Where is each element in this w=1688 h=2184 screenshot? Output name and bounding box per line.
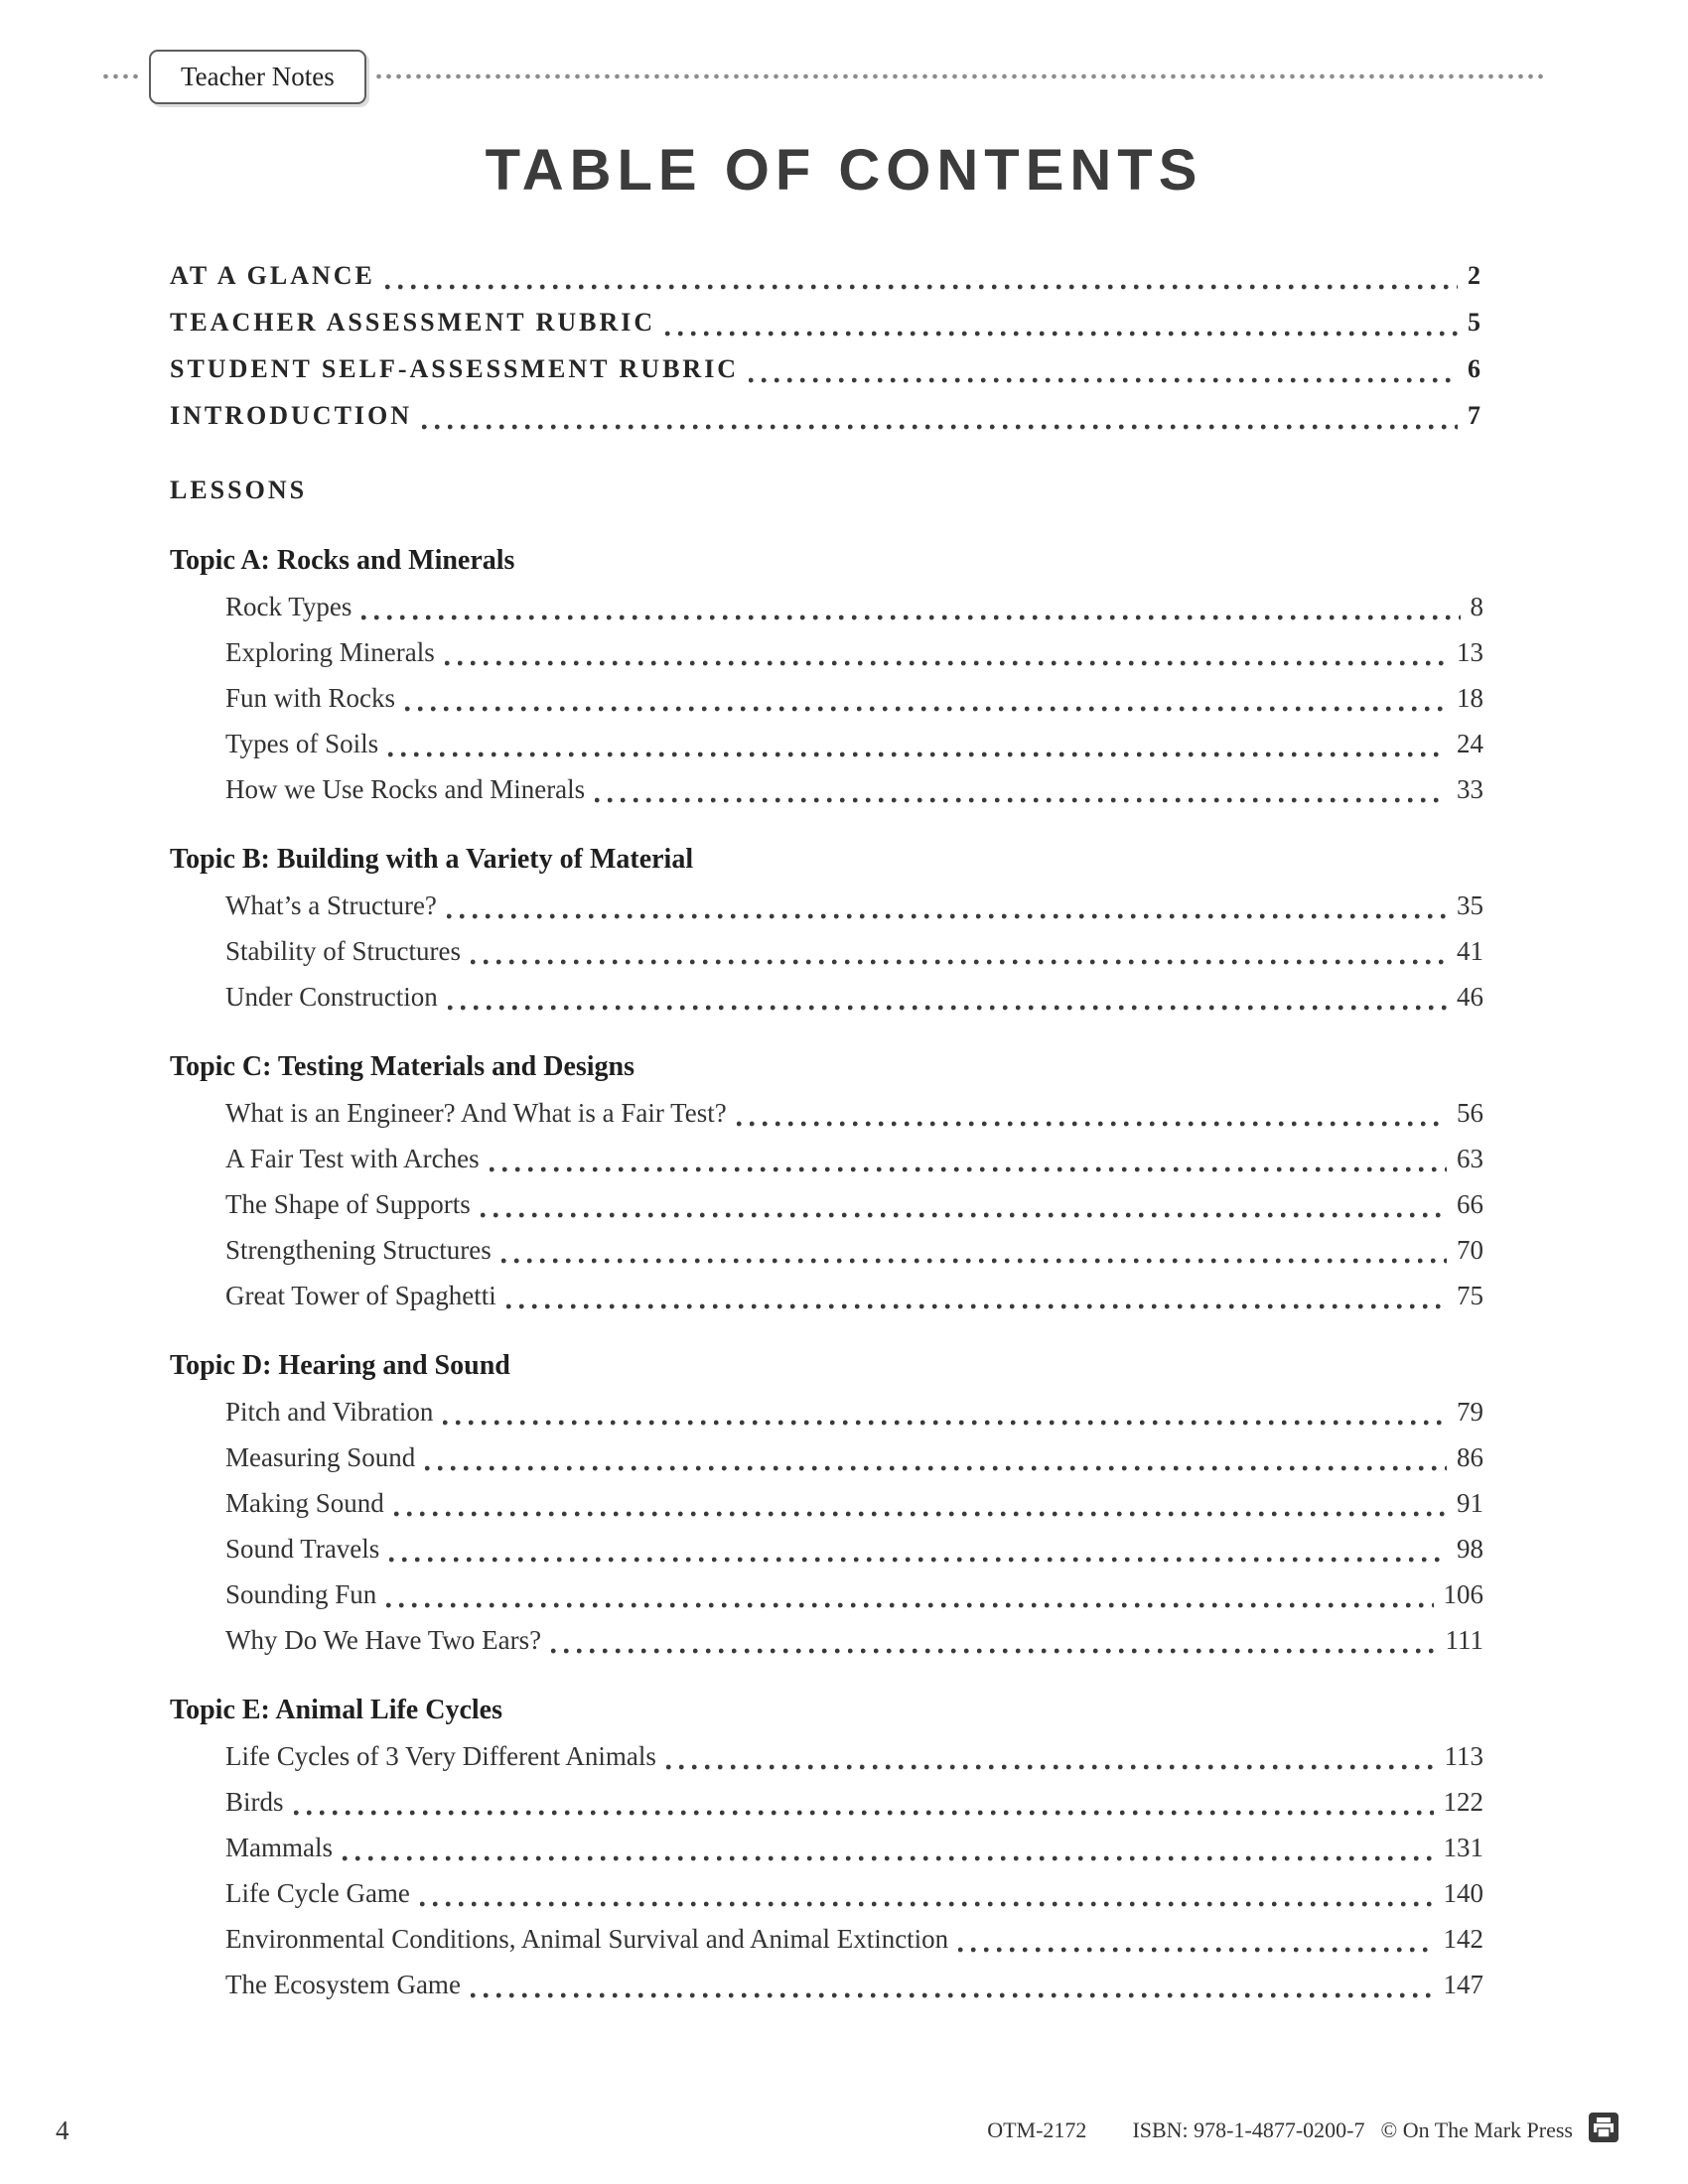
toc-entry-page: 24 (1457, 729, 1483, 758)
toc-entry (225, 721, 1483, 766)
toc-entry (225, 1181, 1483, 1227)
table-of-contents (170, 252, 1483, 2007)
toc-section (170, 537, 1483, 812)
teacher-notes-tab (149, 50, 366, 104)
toc-entry-label: Under Construction (225, 982, 438, 1012)
toc-entry (170, 345, 1483, 392)
header-dotted-line-left (103, 73, 139, 79)
toc-entry-page: 147 (1443, 1970, 1483, 1999)
header-rule (103, 48, 1547, 105)
toc-entry-page: 7 (1468, 401, 1483, 430)
toc-entry-page: 46 (1457, 982, 1483, 1012)
dot-leader (394, 1511, 1447, 1517)
dot-leader (506, 1303, 1447, 1309)
toc-entry-label: Measuring Sound (225, 1442, 416, 1472)
toc-entry-label: Pitch and Vibration (225, 1397, 434, 1427)
toc-entry (225, 675, 1483, 721)
toc-entry-label: Making Sound (225, 1488, 384, 1518)
header-dotted-line-right (376, 73, 1547, 79)
toc-entry-page: 35 (1457, 890, 1483, 920)
dot-leader (471, 959, 1447, 965)
toc-entry-page: 56 (1457, 1098, 1483, 1128)
dot-leader (448, 1005, 1447, 1011)
toc-entry (170, 299, 1483, 345)
toc-entry (225, 1870, 1483, 1916)
footer-copyright: © On The Mark Press (1380, 2117, 1573, 2142)
section-entries (170, 883, 1483, 1020)
footer (56, 2113, 1618, 2148)
toc-entry-page: 2 (1468, 261, 1483, 290)
toc-entry-page: 79 (1457, 1397, 1483, 1427)
toc-entry-page: 98 (1457, 1534, 1483, 1564)
dot-leader (665, 331, 1458, 337)
toc-entry-label: How we Use Rocks and Minerals (225, 774, 586, 804)
toc-entry-page: 13 (1457, 637, 1483, 667)
dot-leader (386, 1602, 1433, 1608)
toc-entry-label: STUDENT SELF-ASSESSMENT RUBRIC (170, 354, 740, 383)
dot-leader (422, 424, 1458, 430)
dot-leader (420, 1901, 1434, 1907)
toc-entry (170, 392, 1483, 439)
toc-section (170, 1687, 1483, 2007)
dot-leader (445, 660, 1447, 666)
toc-entry (225, 1733, 1483, 1779)
dot-leader (749, 377, 1458, 383)
page-title: TABLE OF CONTENTS (485, 138, 1203, 203)
toc-sections (170, 537, 1483, 2007)
toc-entry-label: INTRODUCTION (170, 401, 413, 430)
dot-leader (294, 1810, 1434, 1816)
toc-entry-label: Life Cycle Game (225, 1878, 410, 1908)
toc-entry (225, 1916, 1483, 1962)
dot-leader (551, 1648, 1435, 1654)
publisher-logo-icon (1589, 2113, 1618, 2148)
toc-entry (170, 252, 1483, 299)
dot-leader (361, 614, 1460, 620)
dot-leader (737, 1121, 1447, 1127)
toc-entry-label: Strengthening Structures (225, 1235, 492, 1265)
toc-entry (225, 1962, 1483, 2007)
toc-entry-label: AT A GLANCE (170, 261, 375, 290)
dot-leader (405, 706, 1447, 712)
toc-entry (225, 1617, 1483, 1663)
dot-leader (447, 913, 1447, 919)
dot-leader (389, 1557, 1447, 1563)
dot-leader (666, 1764, 1435, 1770)
toc-entry (225, 629, 1483, 675)
toc-entry (225, 928, 1483, 974)
toc-entry (225, 1825, 1483, 1870)
toc-entry-label: Sound Travels (225, 1534, 380, 1564)
footer-publisher-info (987, 2113, 1618, 2148)
dot-leader (388, 751, 1447, 757)
footer-isbn: ISBN: 978-1-4877-0200-7 (1132, 2117, 1365, 2142)
toc-front-matter (170, 252, 1483, 439)
dot-leader (443, 1420, 1447, 1426)
toc-entry-page: 8 (1470, 592, 1483, 621)
toc-section (170, 1043, 1483, 1318)
dot-leader (490, 1166, 1447, 1172)
dot-leader (501, 1258, 1447, 1264)
teacher-notes-tab-label: Teacher Notes (181, 61, 335, 91)
toc-entry-page: 91 (1457, 1488, 1483, 1518)
section-entries (170, 1389, 1483, 1663)
toc-section (170, 836, 1483, 1020)
dot-leader (425, 1465, 1447, 1471)
toc-entry-label: What is an Engineer? And What is a Fair Test? (225, 1098, 727, 1128)
lessons-heading: LESSONS (170, 476, 308, 504)
toc-entry-label: Life Cycles of 3 Very Different Animals (225, 1741, 656, 1771)
toc-entry-label: Environmental Conditions, Animal Survival and Animal Extinction (225, 1924, 949, 1954)
toc-entry (225, 1273, 1483, 1318)
section-entries (170, 584, 1483, 812)
section-heading: Topic B: Building with a Variety of Material (170, 844, 694, 875)
toc-entry-label: Types of Soils (225, 729, 379, 758)
toc-entry-page: 18 (1457, 683, 1483, 713)
toc-entry (225, 584, 1483, 629)
dot-leader (481, 1212, 1447, 1218)
toc-entry-page: 66 (1457, 1189, 1483, 1219)
dot-leader (958, 1947, 1433, 1953)
toc-entry-page: 131 (1443, 1833, 1483, 1862)
toc-entry-label: Great Tower of Spaghetti (225, 1281, 496, 1310)
section-heading: Topic C: Testing Materials and Designs (170, 1051, 635, 1082)
toc-entry (225, 1480, 1483, 1526)
toc-section (170, 1342, 1483, 1663)
toc-entry (225, 1090, 1483, 1136)
toc-entry-label: What’s a Structure? (225, 890, 437, 920)
toc-entry-page: 113 (1444, 1741, 1483, 1771)
toc-entry-page: 106 (1443, 1579, 1483, 1609)
section-entries (170, 1733, 1483, 2007)
toc-entry (225, 1227, 1483, 1273)
toc-entry-label: The Ecosystem Game (225, 1970, 461, 1999)
toc-entry (225, 1389, 1483, 1434)
toc-entry-page: 5 (1468, 308, 1483, 337)
toc-entry-label: Sounding Fun (225, 1579, 377, 1609)
toc-entry-label: Fun with Rocks (225, 683, 396, 713)
dot-leader (343, 1855, 1434, 1861)
toc-entry-page: 86 (1457, 1442, 1483, 1472)
toc-entry (225, 1526, 1483, 1571)
footer-product-code: OTM-2172 (987, 2117, 1087, 2142)
dot-leader (595, 797, 1447, 803)
toc-entry (225, 766, 1483, 812)
toc-entry-page: 140 (1443, 1878, 1483, 1908)
toc-entry-page: 6 (1468, 354, 1483, 383)
toc-entry-page: 142 (1443, 1924, 1483, 1954)
section-entries (170, 1090, 1483, 1318)
toc-entry-page: 33 (1457, 774, 1483, 804)
toc-entry-page: 63 (1457, 1144, 1483, 1173)
toc-entry (225, 1136, 1483, 1181)
dot-leader (385, 284, 1458, 290)
section-heading: Topic A: Rocks and Minerals (170, 545, 515, 576)
toc-entry (225, 974, 1483, 1020)
toc-entry (225, 1571, 1483, 1617)
toc-entry-page: 122 (1443, 1787, 1483, 1817)
toc-entry-label: Why Do We Have Two Ears? (225, 1625, 542, 1655)
toc-entry-label: Birds (225, 1787, 284, 1817)
toc-entry (225, 1779, 1483, 1825)
toc-entry-label: Exploring Minerals (225, 637, 435, 667)
toc-entry-label: Mammals (225, 1833, 333, 1862)
toc-entry-label: The Shape of Supports (225, 1189, 471, 1219)
toc-entry-page: 41 (1457, 936, 1483, 966)
toc-entry-label: TEACHER ASSESSMENT RUBRIC (170, 308, 656, 337)
toc-entry-label: A Fair Test with Arches (225, 1144, 480, 1173)
toc-entry-label: Stability of Structures (225, 936, 461, 966)
toc-entry-page: 70 (1457, 1235, 1483, 1265)
toc-entry (225, 883, 1483, 928)
dot-leader (471, 1992, 1434, 1998)
toc-entry (225, 1434, 1483, 1480)
toc-entry-page: 75 (1457, 1281, 1483, 1310)
toc-entry-page: 111 (1445, 1625, 1483, 1655)
section-heading: Topic E: Animal Life Cycles (170, 1695, 502, 1725)
section-heading: Topic D: Hearing and Sound (170, 1350, 510, 1381)
footer-page-number: 4 (56, 2115, 70, 2145)
toc-entry-label: Rock Types (225, 592, 352, 621)
